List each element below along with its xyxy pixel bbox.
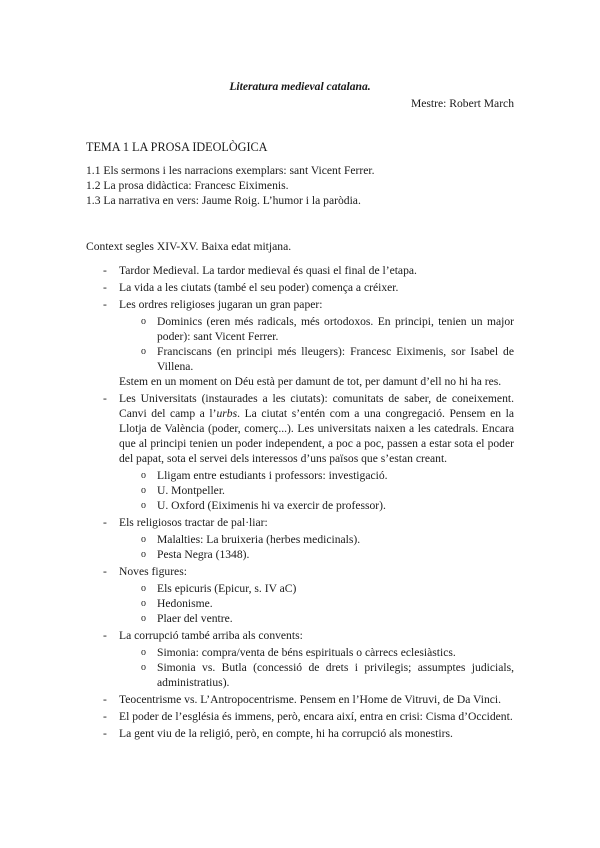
dash-bullet: -	[103, 298, 107, 311]
italic-term: urbs	[216, 407, 238, 420]
section-heading: TEMA 1 LA PROSA IDEOLÒGICA	[86, 140, 268, 154]
context-heading: Context segles XIV-XV. Baixa edat mitjana.	[86, 240, 292, 253]
circle-bullet: o	[141, 647, 146, 658]
sub-list-item: o Malalties: La bruixeria (herbes medicinals).	[141, 533, 361, 546]
dash-bullet: -	[103, 629, 107, 642]
list-item: - Els religiosos tractar de pal·liar:	[103, 516, 268, 529]
list-item: - Les ordres religioses jugaran un gran paper:	[103, 298, 323, 311]
list-item: - La corrupció també arriba als convents:	[103, 629, 303, 642]
dash-bullet: -	[103, 693, 107, 706]
toc-item: 1.1 Els sermons i les narracions exemplars: sant Vicent Ferrer.	[86, 164, 375, 177]
table-of-contents	[86, 163, 516, 208]
sub-list-item: o Lligam entre estudiants i professors: investigació.	[141, 469, 388, 482]
toc-item: 1.3 La narrativa en vers: Jaume Roig. L’humor i la paròdia.	[86, 194, 361, 207]
list-item: - Les Universitats (instaurades a les ciutats): comunitats de saber, de coneixement. Canvi del camp a l’urbs. La ciutat s’entén com a una congregació. Pensem en la Llotja de València (poder, comerç...). Les universitats naixen a les catedrals. Encara que al principi tenien un poder independent, a poc a poc, passen a estar sota el poder del papat, sota el servei dels interessos d’uns països que s’estan creant.	[103, 392, 514, 465]
dash-bullet: -	[103, 264, 107, 277]
dash-bullet: -	[103, 516, 107, 529]
bullet-list	[86, 263, 514, 743]
circle-bullet: o	[141, 500, 146, 511]
circle-bullet: o	[141, 583, 146, 594]
circle-bullet: o	[141, 598, 146, 609]
sub-list-item: o U. Montpeller.	[141, 484, 225, 497]
sub-list-item: o Pesta Negra (1348).	[141, 548, 250, 561]
toc-item: 1.2 La prosa didàctica: Francesc Eiximenis.	[86, 179, 289, 192]
sub-list-item: o Dominics (eren més radicals, més ortodoxos. En principi, tenien un major poder): sant Vicent Ferrer.	[141, 315, 514, 343]
list-item: - Tardor Medieval. La tardor medieval és quasi el final de l’etapa.	[103, 264, 417, 277]
teacher-name: Mestre: Robert March	[410, 97, 514, 110]
circle-bullet: o	[141, 485, 146, 496]
sub-list-item: o Simonia vs. Butla (concessió de drets i privilegis; assumptes judicials, administratius).	[141, 661, 514, 689]
list-item: - Teocentrisme vs. L’Antropocentrisme. Pensem en l’Home de Vitruvi, de Da Vinci.	[103, 693, 502, 706]
list-item: - La gent viu de la religió, però, en compte, hi ha corrupció als monestirs.	[103, 727, 453, 740]
sub-list-item: o Plaer del ventre.	[141, 612, 233, 625]
dash-bullet: -	[103, 281, 107, 294]
circle-bullet: o	[141, 346, 146, 357]
sub-list-item: o Hedonisme.	[141, 597, 213, 610]
circle-bullet: o	[141, 613, 146, 624]
list-item: - La vida a les ciutats (també el seu poder) comença a créixer.	[103, 281, 399, 294]
circle-bullet: o	[141, 470, 146, 481]
list-item: - Noves figures:	[103, 565, 187, 578]
sub-list-item: o Els epicuris (Epicur, s. IV aC)	[141, 582, 297, 595]
sub-list-item: o Franciscans (en principi més lleugers): Francesc Eiximenis, sor Isabel de Villena.	[141, 345, 514, 373]
circle-bullet: o	[141, 549, 146, 560]
document-title: Literatura medieval catalana.	[229, 80, 371, 93]
sub-list-item: o U. Oxford (Eiximenis hi va exercir de professor).	[141, 499, 386, 512]
list-item: - El poder de l’església és immens, però, encara així, entra en crisi: Cisma d’Occident.	[103, 710, 513, 723]
circle-bullet: o	[141, 662, 146, 673]
sub-list-item: o Simonia: compra/venta de béns espirituals o càrrecs eclesiàstics.	[141, 646, 456, 659]
dash-bullet: -	[103, 392, 107, 405]
dash-bullet: -	[103, 710, 107, 723]
dash-bullet: -	[103, 565, 107, 578]
circle-bullet: o	[141, 534, 146, 545]
dash-bullet: -	[103, 727, 107, 740]
note-paragraph: Estem en un moment on Déu està per damunt de tot, per damunt d’ell no hi ha res.	[119, 375, 502, 388]
circle-bullet: o	[141, 316, 146, 327]
